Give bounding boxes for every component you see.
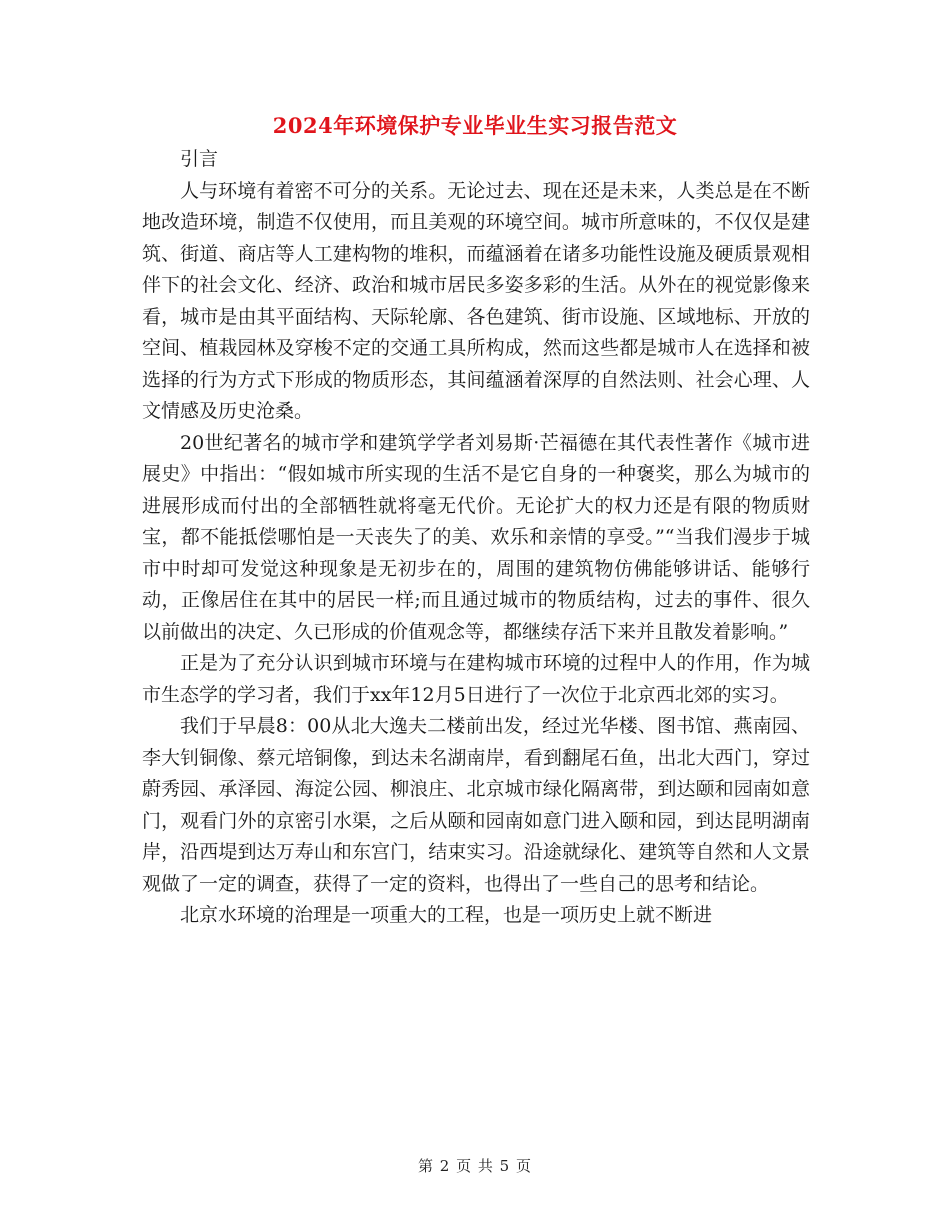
page-footer: 第 2 页 共 5 页 (418, 1157, 532, 1175)
paragraph: 20世纪著名的城市学和建筑学学者刘易斯·芒福德在其代表性著作《城市进展史》中指出：“假如城市所实现的生活不是它自身的一种褒奖，那么为城市的进展形成而付出的全部牺牲就将毫无代价。无论扩大的权力还是有限的物质财宝，都不能抵偿哪怕是一天丧失了的美、欢乐和亲情的享受。”“当我们漫步于城市中时却可发觉这种现象是无初步在的，周围的建筑物仿佛能够讲话、能够行动，正像居住在其中的居民一样;而且通过城市的物质结构，过去的事件、很久以前做出的决定、久已形成的价值观念等，都继续存活下来并且散发着影响。” (142, 431, 810, 643)
document-title: 2024年环境保护专业毕业生实习报告范文 (272, 113, 678, 138)
paragraph: 我们于早晨8：00从北大逸夫二楼前出发，经过光华楼、图书馆、燕南园、李大钊铜像、蔡元培铜像，到达未名湖南岸，看到翻尾石鱼，出北大西门，穿过蔚秀园、承泽园、海淀公园、柳浪庄、北京城市绿化隔离带，到达颐和园南如意门，观看门外的京密引水渠，之后从颐和园南如意门进入颐和园，到达昆明湖南岸，沿西堤到达万寿山和东宫门，结束实习。沿途就绿化、建筑等自然和人文景观做了一定的调查，获得了一定的资料，也得出了一些自己的思考和结论。 (142, 715, 810, 895)
document-body (142, 144, 810, 932)
paragraph: 人与环境有着密不可分的关系。无论过去、现在还是未来，人类总是在不断地改造环境，制造不仅使用，而且美观的环境空间。城市所意味的，不仅仅是建筑、街道、商店等人工建构物的堆积，而蕴涵着在诸多功能性设施及硬质景观相伴下的社会文化、经济、政治和城市居民多姿多彩的生活。从外在的视觉影像来看，城市是由其平面结构、天际轮廓、各色建筑、街市设施、区域地标、开放的空间、植栽园林及穿梭不定的交通工具所构成，然而这些都是城市人在选择和被选择的行为方式下形成的物质形态，其间蕴涵着深厚的自然法则、社会心理、人文情感及历史沧桑。 (142, 179, 810, 422)
paragraph: 北京水环境的治理是一项重大的工程，也是一项历史上就不断进 (180, 904, 713, 926)
paragraph-heading-intro: 引言 (180, 148, 219, 170)
paragraph: 正是为了充分认识到城市环境与在建构城市环境的过程中人的作用，作为城市生态学的学习者，我们于xx年12月5日进行了一次位于北京西北郊的实习。 (142, 652, 810, 706)
